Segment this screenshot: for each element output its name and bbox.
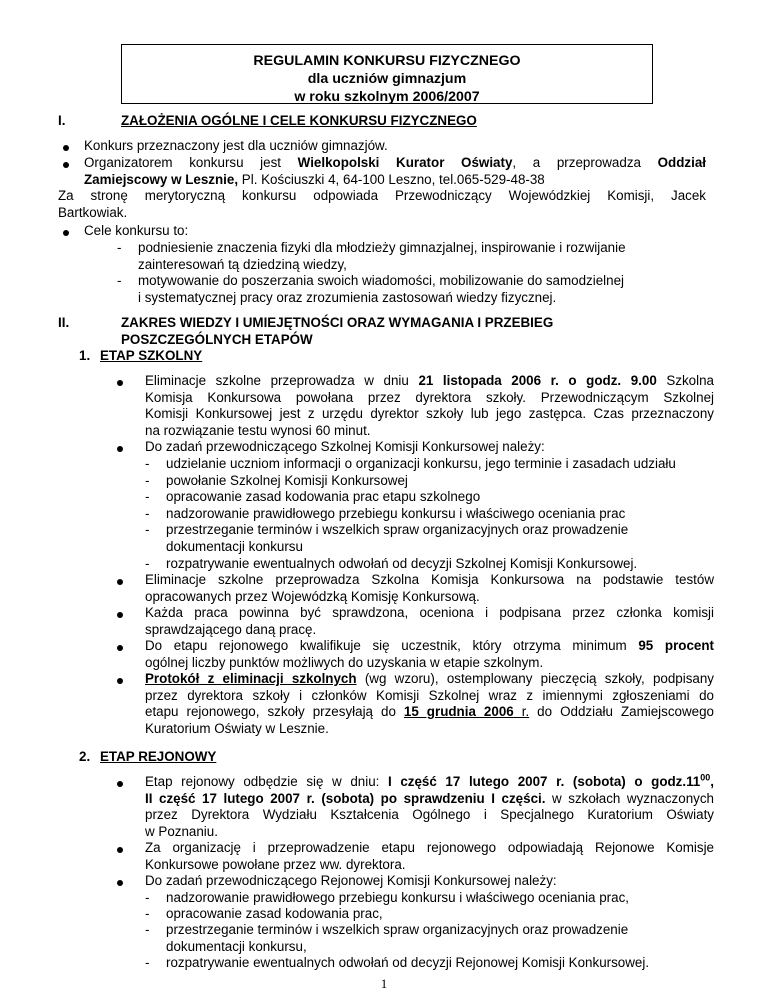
- section-1-number: I.: [58, 113, 66, 128]
- etap-1-number: 1.: [79, 348, 91, 363]
- e1-dash-5: przestrzeganie terminów i wszelkich spraw organizacyjnych oraz prowadzenie dokumentacji konkursu: [166, 522, 629, 554]
- e2-bullet-2: Za organizację i przeprowadzenie etapu rejonowego odpowiadają Rejonowe Komisje Konkursowe powołane przez ww. dyrektora.: [145, 840, 714, 872]
- dash: -: [145, 473, 150, 488]
- e2-dash-3: przestrzeganie terminów i wszelkich spraw organizacyjnych oraz prowadzenie dokumentacji konkursu,: [166, 922, 629, 954]
- dash: -: [145, 955, 150, 970]
- e2-dash-4: rozpatrywanie ewentualnych odwołań od decyzji Rejonowej Komisji Konkursowej.: [166, 955, 650, 970]
- e1-dash-3: opracowanie zasad kodowania prac etapu szkolnego: [166, 489, 481, 504]
- e1-dash-4: nadzorowanie prawidłowego przebiegu konkursu i właściwego oceniania prac: [166, 506, 626, 521]
- section-1-heading: ZAŁOŻENIA OGÓLNE I CELE KONKURSU FIZYCZNEGO: [121, 113, 477, 128]
- e1-bullet-4: Każda praca powinna być sprawdzona, oceniona i podpisana przez członka komisji sprawdzającego daną pracę.: [145, 605, 714, 637]
- bullet-icon: [63, 145, 69, 151]
- s1-goal-2: motywowanie do poszerzania swoich wiadomości, mobilizowanie do samodzielnej i systematycznej pracy oraz zrozumienia zastosowań wiedzy fizycznej.: [138, 273, 625, 305]
- bullet-icon: [63, 230, 69, 236]
- e2-bullet-3: Do zadań przewodniczącego Rejonowej Komisji Konkursowej należy:: [145, 873, 557, 888]
- bullet-icon: [117, 781, 123, 787]
- dash: -: [145, 890, 150, 905]
- s1-bullet-2: Organizatorem konkursu jest Wielkopolski Kurator Oświaty, a przeprowadza Oddział Zamiejscowy w Lesznie, Pl. Kościuszki 4, 64-100 Leszno, tel.065-529-48-38: [84, 155, 706, 187]
- title-box: [121, 44, 653, 104]
- dash: -: [145, 506, 150, 521]
- bullet-icon: [117, 612, 123, 618]
- s1-goals: Cele konkursu to:: [84, 223, 189, 238]
- e2-bullet-1: Etap rejonowy odbędzie się w dniu: I część 17 lutego 2007 r. (sobota) o $godz.11^{00}$, II część 17 lutego 2007 r. (sobota) po sprawdzeniu I części. w szkołach wyznaczonych przez Dyrektora Wydziału Kształcenia Ogólnego i Specjalnego Kuratorium Oświaty w Poznaniu.: [145, 772, 715, 839]
- bullet-icon: [117, 847, 123, 853]
- e1-dash-6: rozpatrywanie ewentualnych odwołań od decyzji Szkolnej Komisji Konkursowej.: [166, 556, 638, 571]
- e1-bullet-2: Do zadań przewodniczącego Szkolnej Komisji Konkursowej należy:: [145, 439, 545, 454]
- bullet-icon: [117, 880, 123, 886]
- e1-bullet-1: Eliminacje szkolne przeprowadza w dniu 21 listopada 2006 r. o godz. 9.00 Szkolna Komisja Konkursowa powołana przez dyrektora szkoły. Przewodniczącym Szkolnej Komisji Konkursowej jest z urzędu dyrektor szkoły lub jego zastępca. Czas przeznaczony na rozwiązanie testu wynosi 60 minut.: [145, 373, 715, 438]
- e1-bullet-6: Protokół z eliminacji szkolnych (wg wzoru), ostemplowany pieczęcią szkoły, podpisany przez dyrektora szkoły i członków Komisji Szkolnej wraz z imiennymi zgłoszeniami do etapu rejonowego, szkoły przesyłają do 15 grudnia 2006 r. do Oddziału Zamiejscowego Kuratorium Oświaty w Lesznie.: [145, 671, 714, 736]
- dash: -: [117, 240, 122, 255]
- dash: -: [145, 906, 150, 921]
- bullet-icon: [117, 678, 123, 684]
- s1-paragraph: Za stronę merytoryczną konkursu odpowiada Przewodniczący Wojewódzkiej Komisji, Jacek Bartkowiak.: [58, 188, 706, 220]
- section-2-heading: ZAKRES WIEDZY I UMIEJĘTNOŚCI ORAZ WYMAGANIA I PRZEBIEG POSZCZEGÓLNYCH ETAPÓW: [121, 315, 554, 347]
- title-line-2: dla uczniów gimnazjum: [307, 71, 467, 87]
- s1-goal-1: podniesienie znaczenia fizyki dla młodzieży gimnazjalnej, inspirowanie i rozwijanie zainteresowań tą dziedziną wiedzy,: [138, 240, 626, 272]
- s1-bullet-1: Konkurs przeznaczony jest dla uczniów gimnazjów.: [84, 138, 388, 153]
- dash: -: [145, 922, 150, 937]
- e1-dash-1: udzielanie uczniom informacji o organizacji konkursu, jego terminie i zasadach udziału: [166, 456, 676, 471]
- section-2-number: II.: [58, 315, 70, 330]
- dash: -: [117, 273, 122, 288]
- title-line-3: w roku szkolnym 2006/2007: [294, 89, 480, 105]
- e1-dash-2: powołanie Szkolnej Komisji Konkursowej: [166, 473, 408, 488]
- page-number: 1: [380, 976, 388, 991]
- etap-2-heading: ETAP REJONOWY: [100, 749, 217, 764]
- bullet-icon: [117, 446, 123, 452]
- etap-1-heading: ETAP SZKOLNY: [100, 348, 203, 363]
- dash: -: [145, 522, 150, 537]
- title-line-1: REGULAMIN KONKURSU FIZYCZNEGO: [253, 53, 521, 69]
- etap-2-number: 2.: [79, 749, 91, 764]
- dash: -: [145, 489, 150, 504]
- bullet-icon: [117, 645, 123, 651]
- e2-dash-1: nadzorowanie prawidłowego przebiegu konkursu i właściwego oceniania prac,: [166, 890, 629, 905]
- dash: -: [145, 556, 150, 571]
- e2-dash-2: opracowanie zasad kodowania prac,: [166, 906, 383, 921]
- bullet-icon: [117, 579, 123, 585]
- bullet-icon: [117, 380, 123, 386]
- dash: -: [145, 456, 150, 471]
- bullet-icon: [63, 162, 69, 168]
- e1-bullet-5: Do etapu rejonowego kwalifikuje się uczestnik, który otrzyma minimum 95 procent ogólnej liczby punktów możliwych do uzyskania w etapie szkolnym.: [145, 638, 715, 670]
- e1-bullet-3: Eliminacje szkolne przeprowadza Szkolna Komisja Konkursowa na podstawie testów opracowanych przez Wojewódzką Komisję Konkursową.: [145, 572, 714, 604]
